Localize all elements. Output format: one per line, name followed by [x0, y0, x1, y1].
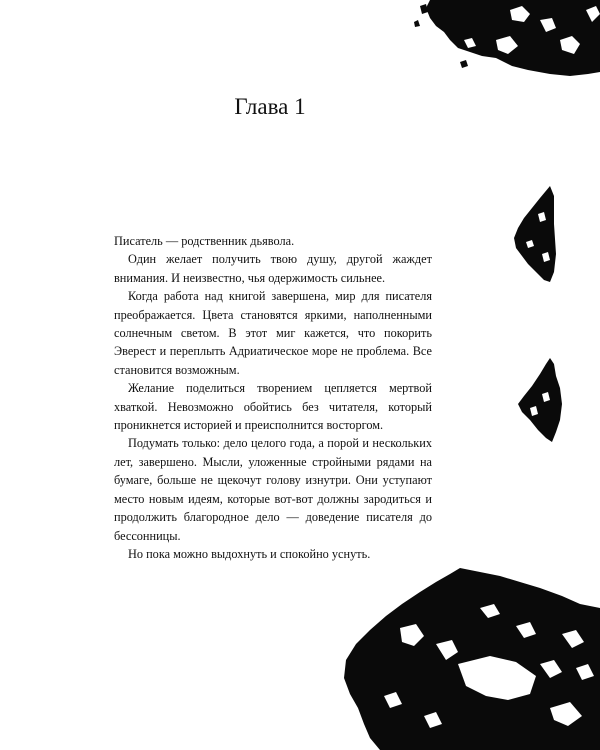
paragraph: Когда работа над книгой завершена, мир для писателя преображается. Цвета становятся яркими, наполненными солнечным светом. В этот миг кажется, что покорить Эверест и переплыть Адриатическое море не проблема. Все становится возможным.	[114, 289, 432, 377]
ink-blot-bottom-right	[340, 568, 600, 750]
ink-shard-right-upper	[512, 184, 556, 284]
paragraph: Один желает получить твою душу, другой жаждет внимания. И неизвестно, чья одержимость сильнее.	[114, 252, 432, 285]
paragraph: Желание поделиться творением цепляется мертвой хваткой. Невозможно обойтись без читателя, который проникнется историей и преисполнится восторгом.	[114, 381, 432, 433]
chapter-body	[114, 232, 432, 563]
ink-shard-right-lower	[516, 358, 564, 444]
chapter-title: Глава 1	[234, 94, 306, 119]
ink-blot-top-right	[400, 0, 600, 85]
paragraph: Но пока можно выдохнуть и спокойно уснуть.	[128, 546, 371, 561]
paragraph: Писатель — родственник дьявола.	[114, 234, 295, 248]
paragraph: Подумать только: дело целого года, а порой и нескольких лет, завершено. Мысли, уложенные стройными рядами на бумаге, больше не щекочут голову изнутри. Они уступают место новым идеям, которые вот-вот должны зародиться и продолжить благородное дело — доведение писателя до бессонницы.	[114, 436, 432, 543]
